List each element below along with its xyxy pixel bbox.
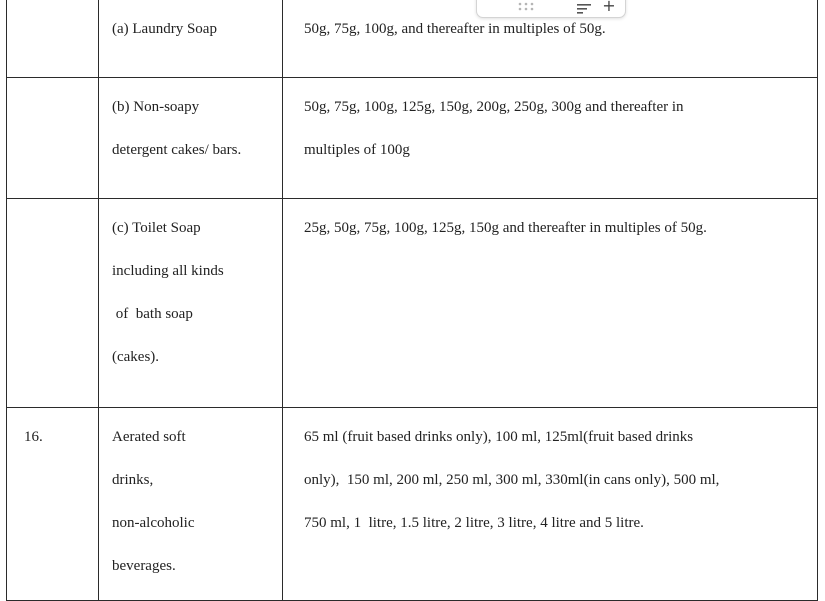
row-number: 16. (24, 428, 43, 445)
value-cell[interactable] (283, 407, 818, 600)
item-line: (a) Laundry Soap (112, 21, 217, 37)
table-float-toolbar (476, 0, 626, 18)
value-line: 25g, 50g, 75g, 100g, 125g, 150g and thereafter in multiples of 50g. (304, 219, 707, 236)
row-number (24, 20, 98, 63)
item-cell[interactable] (99, 0, 283, 77)
item-line: including all kinds (112, 262, 224, 279)
item-cell[interactable] (99, 407, 283, 600)
value-line: only), 150 ml, 200 ml, 250 ml, 300 ml, 330ml(in cans only), 500 ml, (304, 471, 720, 488)
row-number (24, 98, 98, 141)
table-row (7, 407, 818, 600)
value-line: 750 ml, 1 litre, 1.5 litre, 2 litre, 3 litre, 4 litre and 5 litre. (304, 514, 644, 531)
item-line: beverages. (112, 557, 176, 574)
item-cell[interactable] (99, 77, 283, 198)
item-line: (b) Non-soapy (112, 98, 200, 115)
drag-handle-icon[interactable] (517, 2, 535, 14)
item-line: (c) Toilet Soap (112, 219, 201, 236)
number-cell[interactable] (7, 198, 99, 407)
item-line: drinks, (112, 471, 154, 488)
plus-icon[interactable]: + (602, 0, 616, 15)
value-line: 50g, 75g, 100g, and thereafter in multiples of 50g. (304, 21, 606, 37)
align-icon[interactable] (577, 4, 591, 14)
number-cell[interactable] (7, 0, 99, 77)
item-line: detergent cakes/ bars. (112, 141, 242, 158)
value-cell[interactable] (283, 77, 818, 198)
value-cell[interactable] (283, 198, 818, 407)
table-row (7, 0, 818, 77)
number-cell[interactable] (7, 77, 99, 198)
value-line: 50g, 75g, 100g, 125g, 150g, 200g, 250g, 300g and thereafter in (304, 98, 684, 115)
item-cell[interactable] (99, 198, 283, 407)
value-line: multiples of 100g (304, 141, 410, 158)
table-row (7, 77, 818, 198)
item-line: (cakes). (112, 348, 160, 365)
row-number (24, 219, 98, 262)
item-line: non-alcoholic (112, 514, 195, 531)
item-line: of bath soap (112, 305, 193, 322)
document-table (6, 0, 818, 601)
value-line: 65 ml (fruit based drinks only), 100 ml, 125ml(fruit based drinks (304, 428, 694, 445)
table-row (7, 198, 818, 407)
item-line: Aerated soft (112, 428, 186, 445)
number-cell[interactable] (7, 407, 99, 600)
